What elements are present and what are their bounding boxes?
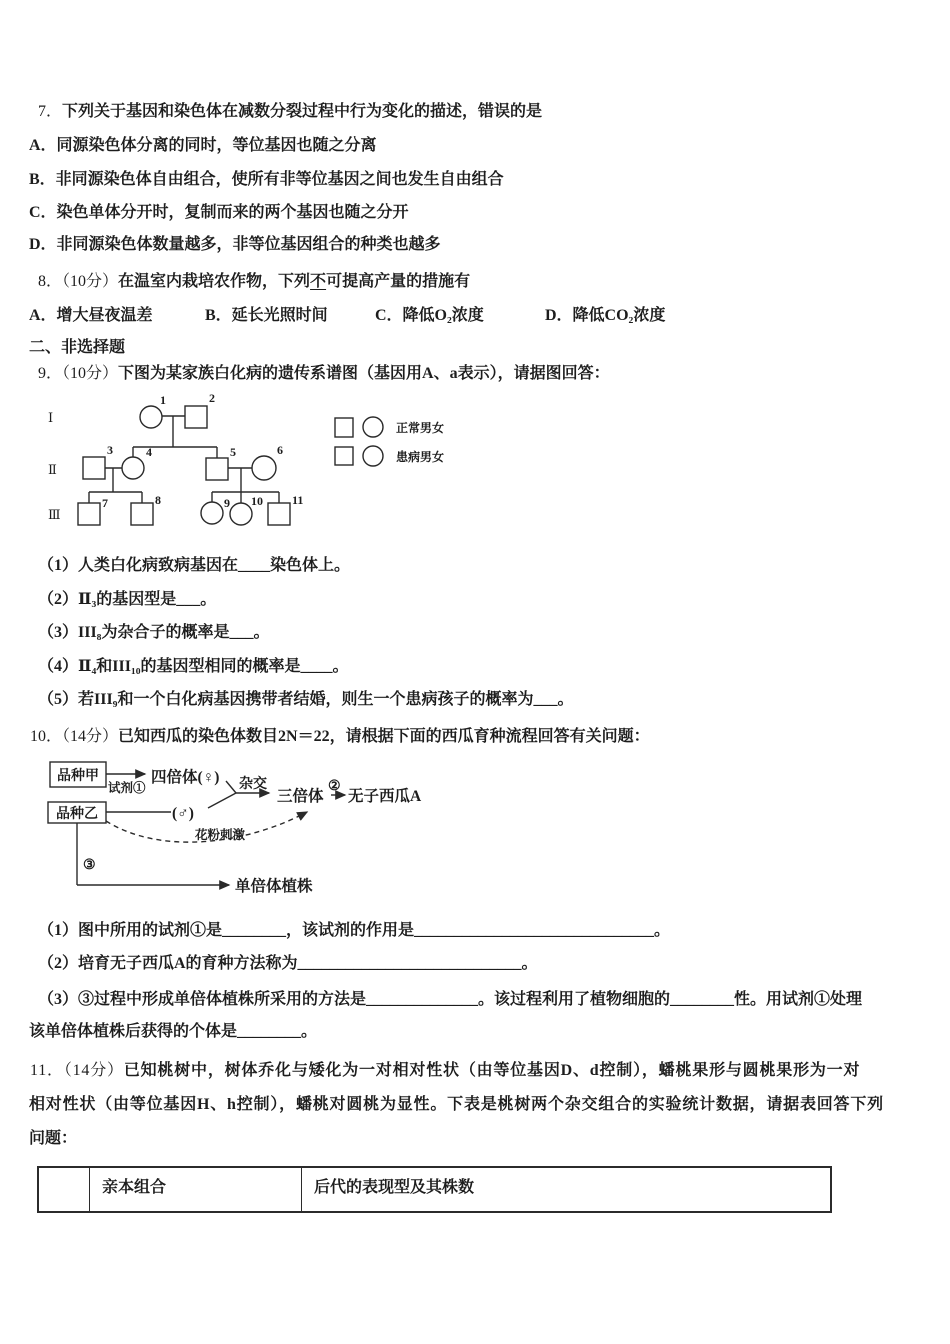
cross-experiment-table <box>37 1166 832 1213</box>
question-7-option-d: D．非同源染色体数量越多，非等位基因组合的种类也越多 <box>29 236 441 253</box>
svg-text:5: 5 <box>230 445 236 459</box>
question-9-number: 9． <box>38 365 63 382</box>
question-11-stem-line-2: 相对性状（由等位基因H、h控制），蟠桃对圆桃为显性。下表是桃树两个杂交组合的实验统计数据，请据表回答下列 <box>29 1096 884 1113</box>
pedigree-diagram <box>40 388 480 540</box>
svg-text:品种甲: 品种甲 <box>57 769 99 784</box>
pedigree-individual-7-affected <box>78 496 108 525</box>
breeding-flowchart <box>45 755 445 903</box>
generation-label-3: Ⅲ <box>48 507 61 522</box>
pedigree-individual-1 <box>140 393 166 428</box>
svg-text:7: 7 <box>102 496 108 510</box>
question-10-score: （14分） <box>62 728 119 745</box>
svg-text:8: 8 <box>155 493 161 507</box>
question-11-stem-line-1: 11．（14分）已知桃树中，树体乔化与矮化为一对相对性状（由等位基因D、d控制），蟠桃果形与圆桃果形为一对 <box>30 1062 861 1079</box>
pedigree-individual-9 <box>201 496 230 524</box>
svg-text:3: 3 <box>107 443 113 457</box>
pedigree-legend-affected <box>335 446 444 466</box>
question-8-number: 8． <box>38 273 63 290</box>
pedigree-individual-6-affected <box>252 443 283 480</box>
variety-a-box <box>50 762 106 787</box>
underlined-word: 不 <box>310 273 327 290</box>
question-11-stem-line-3: 问题： <box>29 1130 78 1147</box>
svg-text:1: 1 <box>160 393 166 407</box>
question-9-sub-4: （4）Ⅱ₄和III₁₀的基因型相同的概率是____。 <box>38 658 349 675</box>
svg-text:11: 11 <box>292 493 304 507</box>
table-header-empty <box>39 1168 89 1211</box>
triploid-label: 三倍体 <box>277 788 324 805</box>
step-3-label: ③ <box>83 858 96 873</box>
question-10-sub-1: （1）图中所用的试剂①是________，该试剂的作用是______________________________。 <box>38 922 671 939</box>
question-11-score: （14分） <box>63 1062 124 1079</box>
pedigree-individual-11 <box>268 493 303 525</box>
pedigree-individual-5 <box>206 445 236 480</box>
reagent-1-label: 试剂① <box>108 781 146 795</box>
question-7-stem: 7．下列关于基因和染色体在减数分裂过程中行为变化的描述，错误的是 <box>38 103 543 120</box>
step-2-label: ② <box>328 779 341 794</box>
question-10-sub-3: （3）③过程中形成单倍体植株所采用的方法是______________。该过程利用了植物细胞的________性。用试剂①处理 <box>38 991 863 1008</box>
question-10-sub-3-continued: 该单倍体植株后获得的个体是________。 <box>29 1023 318 1040</box>
pedigree-individual-10 <box>230 494 263 525</box>
pedigree-individual-2 <box>185 391 215 428</box>
svg-text:品种乙: 品种乙 <box>56 807 98 822</box>
question-8-option-a: A．增大昼夜温差 <box>29 307 153 324</box>
variety-b-box <box>48 802 106 823</box>
svg-text:4: 4 <box>146 445 152 459</box>
question-9-sub-1: （1）人类白化病致病基因在____染色体上。 <box>38 557 351 574</box>
question-8-score: （10分） <box>62 273 119 290</box>
svg-text:6: 6 <box>277 443 283 457</box>
question-10-stem: 10．（14分）已知西瓜的染色体数目2N＝22，请根据下面的西瓜育种流程回答有关问题： <box>30 728 650 745</box>
seedless-watermelon-label: 无子西瓜A <box>348 788 422 805</box>
table-header-parent-combination: 亲本组合 <box>89 1168 301 1211</box>
question-9-sub-2: （2）Ⅱ₃的基因型是___。 <box>38 591 217 608</box>
question-11-number: 11． <box>30 1062 64 1079</box>
pedigree-individual-4 <box>122 445 152 479</box>
question-8-option-d: D．降低CO₂浓度 <box>545 307 666 324</box>
table-header-offspring-phenotype: 后代的表现型及其株数 <box>301 1168 830 1211</box>
svg-text:患病男女: 患病男女 <box>396 450 445 464</box>
section-2-heading: 二、非选择题 <box>29 339 126 356</box>
question-7-option-b: B．非同源染色体自由组合，使所有非等位基因之间也发生自由组合 <box>29 171 504 188</box>
question-8-stem: 8．（10分）在温室内栽培农作物，下列不可提高产量的措施有 <box>38 273 471 290</box>
svg-text:10: 10 <box>251 494 263 508</box>
svg-text:9: 9 <box>224 496 230 510</box>
pedigree-individual-8 <box>131 493 161 525</box>
question-10-sub-2: （2）培育无子西瓜A的育种方法称为____________________________。 <box>38 955 538 972</box>
pollen-stimulus-label: 花粉刺激 <box>195 828 246 842</box>
question-8-option-c: C．降低O₂浓度 <box>375 307 484 324</box>
cross-label: 杂交 <box>239 777 267 792</box>
male-parent-label: (♂) <box>172 805 194 822</box>
pedigree-individual-3 <box>83 443 113 479</box>
generation-label-1: Ⅰ <box>48 410 54 425</box>
question-9-score: （10分） <box>62 365 119 382</box>
question-7-option-a: A．同源染色体分离的同时，等位基因也随之分离 <box>29 137 377 154</box>
question-9-sub-5: （5）若III₉和一个白化病基因携带者结婚，则生一个患病孩子的概率为___。 <box>38 691 574 708</box>
tetraploid-label: 四倍体(♀) <box>151 769 220 786</box>
question-8-option-b: B．延长光照时间 <box>205 307 328 324</box>
svg-text:2: 2 <box>209 391 215 405</box>
svg-text:正常男女: 正常男女 <box>396 421 445 435</box>
question-10-number: 10． <box>30 728 63 745</box>
pedigree-legend-normal <box>335 417 444 437</box>
question-9-stem: 9．（10分）下图为某家族白化病的遗传系谱图（基因用A、a表示），请据图回答： <box>38 365 610 382</box>
generation-label-2: Ⅱ <box>48 462 57 477</box>
question-7-option-c: C．染色单体分开时，复制而来的两个基因也随之分开 <box>29 204 409 221</box>
haploid-plant-label: 单倍体植株 <box>235 878 313 895</box>
question-9-sub-3: （3）III₈为杂合子的概率是___。 <box>38 624 270 641</box>
question-7-number: 7． <box>38 103 63 120</box>
